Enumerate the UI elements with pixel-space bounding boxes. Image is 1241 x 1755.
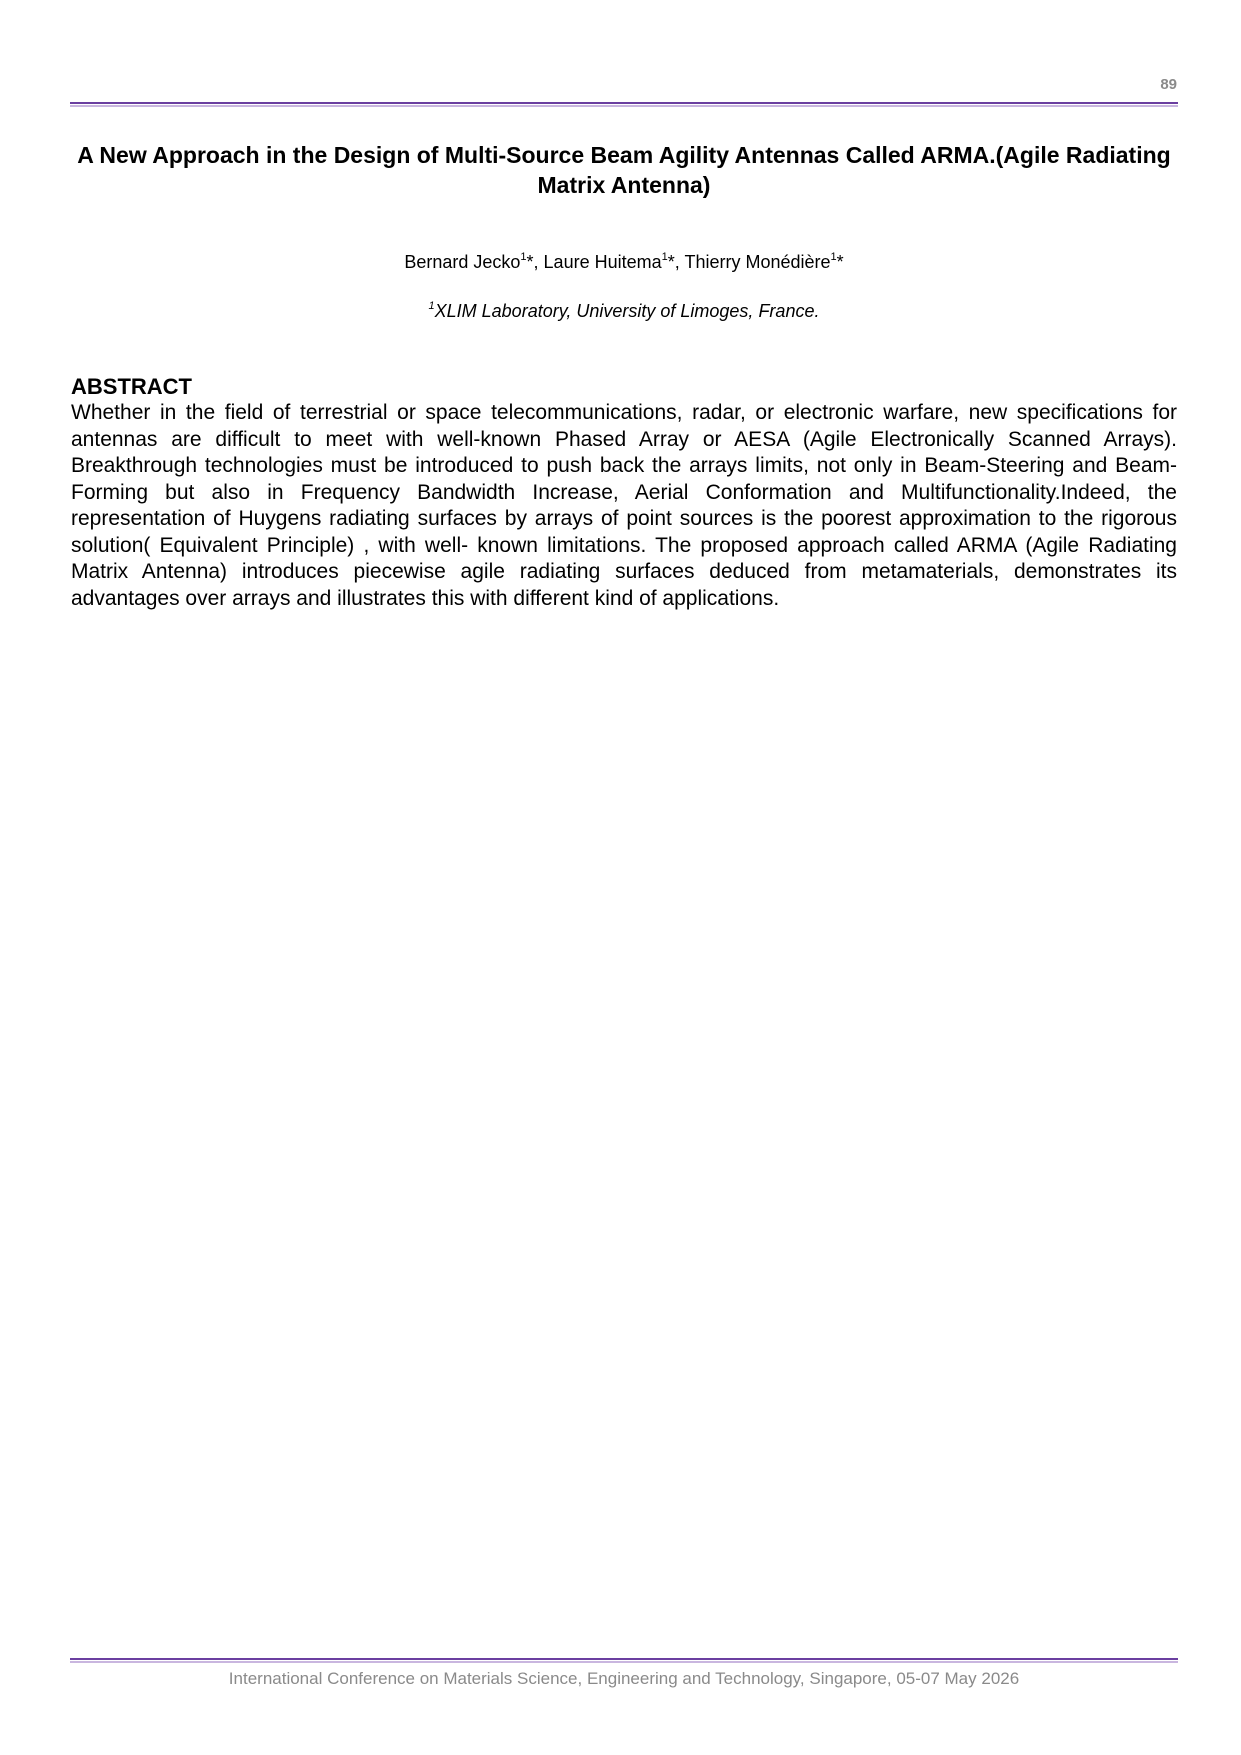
author-mark: *: [836, 252, 844, 272]
author-affiliation-sup: 1: [830, 251, 837, 263]
author-affiliation-sup: 1: [661, 251, 668, 263]
header-rule-shadow: [70, 105, 1178, 107]
abstract-heading: ABSTRACT: [71, 374, 192, 399]
affiliation: [70, 300, 1178, 322]
footer-rule: [70, 1658, 1178, 1660]
author-separator: ,: [533, 252, 544, 272]
affiliation-sup: 1: [428, 300, 435, 312]
author-name: Thierry Monédière: [684, 252, 831, 272]
paper-title: A New Approach in the Design of Multi-Source Beam Agility Antennas Called ARMA.(Agile Radiating Matrix Antenna): [77, 142, 1171, 198]
author-mark: *: [526, 252, 534, 272]
author-mark: *: [667, 252, 675, 272]
page-number: 89: [1160, 76, 1177, 93]
author-affiliation-sup: 1: [520, 251, 527, 263]
author-list: [70, 251, 1178, 273]
footer-rule-shadow: [70, 1661, 1178, 1663]
author-name: Laure Huitema: [543, 252, 662, 272]
footer-text: International Conference on Materials Science, Engineering and Technology, Singapore, 05-07 May 2026: [228, 1669, 1020, 1688]
affiliation-text: XLIM Laboratory, University of Limoges, France.: [434, 301, 820, 321]
author-name: Bernard Jecko: [404, 252, 521, 272]
abstract-body: Whether in the field of terrestrial or space telecommunications, radar, or electronic warfare, new specifications for antennas are difficult to meet with well-known Phased Array or AESA (Agile Electronically Scanned Arrays). Breakthrough technologies must be introduced to push back the arrays limits, not only in Beam-Steering and Beam-Forming but also in Frequency Bandwidth Increase, Aerial Conformation and Multifunctionality.Indeed, the representation of Huygens radiating surfaces by arrays of point sources is the poorest approximation to the rigorous solution( Equivalent Principle) , with well- known limitations. The proposed approach called ARMA (Agile Radiating Matrix Antenna) introduces piecewise agile radiating surfaces deduced from metamaterials, demonstrates its advantages over arrays and illustrates this with different kind of applications.: [71, 401, 1177, 610]
author-separator: ,: [674, 252, 685, 272]
header-rule: [70, 102, 1178, 104]
